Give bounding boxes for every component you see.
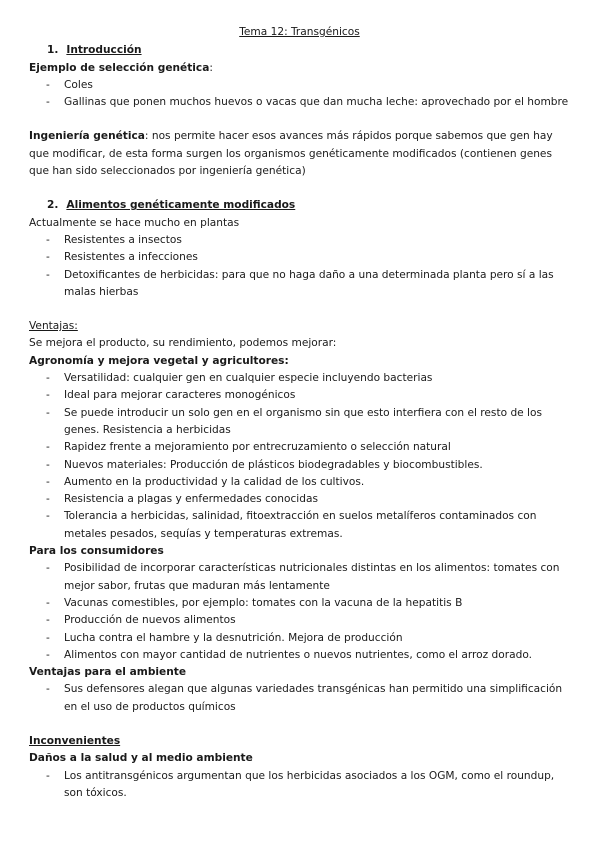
list-item: - Versatilidad: cualquier gen en cualquier especie incluyendo bacterias: [29, 370, 570, 387]
list-item: - Sus defensores alegan que algunas variedades transgénicas han permitido una simplificación en el uso de productos químicos: [29, 681, 570, 716]
danos-label: Daños a la salud y al medio ambiente: [29, 752, 253, 765]
list-item: - Se puede introducir un solo gen en el organismo sin que esto interfiera con el resto de los genes. Resistencia a herbicidas: [29, 405, 570, 440]
list-item: - Nuevos materiales: Producción de plásticos biodegradables y biocombustibles.: [29, 457, 570, 474]
list-item: - Vacunas comestibles, por ejemplo: tomates con la vacuna de la hepatitis B: [29, 595, 570, 612]
example-line: [29, 60, 570, 77]
list-item: - Los antitransgénicos argumentan que los herbicidas asociados a los OGM, como el roundup, son tóxicos.: [29, 768, 570, 803]
example-list: [29, 77, 570, 112]
list-item: - Resistentes a insectos: [29, 232, 570, 249]
list-item: - Coles: [29, 77, 570, 94]
consumidores-list: [29, 560, 570, 664]
list-item: - Gallinas que ponen muchos huevos o vacas que dan mucha leche: aprovechado por el hombre: [29, 94, 570, 111]
inconvenientes-list: [29, 768, 570, 803]
inconvenientes-heading: Inconvenientes: [29, 734, 121, 747]
ingenieria-paragraph: [29, 128, 570, 180]
section-2-number: 2.: [47, 199, 59, 212]
example-colon: :: [209, 61, 213, 74]
page-title: Tema 12: Transgénicos: [239, 26, 360, 38]
ingenieria-text: : nos permite hacer esos avances más rápidos porque sabemos que gen hay que modificar, de esta forma surgen los organismos genéticamente modificados (contienen genes que han sido seleccionados por ingeniería genética): [29, 130, 553, 178]
list-item: - Posibilidad de incorporar características nutricionales distintas en los alimentos: tomates con mejor sabor, frutas que maduran más lentamente: [29, 560, 570, 595]
section-1-title: Introducción: [66, 44, 142, 57]
list-item: - Resistentes a infecciones: [29, 249, 570, 266]
list-item: - Producción de nuevos alimentos: [29, 612, 570, 629]
list-item: - Rapidez frente a mejoramiento por entrecruzamiento o selección natural: [29, 439, 570, 456]
ambiente-list: [29, 681, 570, 716]
section-2-intro: Actualmente se hace mucho en plantas: [29, 216, 240, 229]
ventajas-intro: Se mejora el producto, su rendimiento, podemos mejorar:: [29, 337, 337, 350]
list-item: - Lucha contra el hambre y la desnutrición. Mejora de producción: [29, 630, 570, 647]
list-item: - Tolerancia a herbicidas, salinidad, fitoextracción en suelos metalíferos contaminados con metales pesados, sequías y temperaturas extremas.: [29, 508, 570, 543]
example-label: Ejemplo de selección genética: [29, 61, 210, 74]
consumidores-label: Para los consumidores: [29, 545, 164, 558]
ingenieria-label: Ingeniería genética: [29, 130, 145, 143]
list-item: - Alimentos con mayor cantidad de nutrientes o nuevos nutrientes, como el arroz dorado.: [29, 647, 570, 664]
ambiente-label: Ventajas para el ambiente: [29, 666, 187, 679]
section-2-title: Alimentos genéticamente modificados: [66, 199, 296, 212]
list-item: - Resistencia a plagas y enfermedades conocidas: [29, 491, 570, 508]
section-1-heading: [29, 42, 570, 59]
list-item: - Ideal para mejorar caracteres monogénicos: [29, 387, 570, 404]
list-item: - Aumento en la productividad y la calidad de los cultivos.: [29, 474, 570, 491]
agronomia-label: Agronomía y mejora vegetal y agricultores:: [29, 354, 289, 367]
section-2-heading: [29, 197, 570, 214]
list-item: - Detoxificantes de herbicidas: para que no haga daño a una determinada planta pero sí a las malas hierbas: [29, 267, 570, 302]
gm-food-list: [29, 232, 570, 301]
agronomia-list: [29, 370, 570, 543]
section-1-number: 1.: [47, 44, 59, 57]
ventajas-heading: Ventajas:: [29, 320, 78, 333]
